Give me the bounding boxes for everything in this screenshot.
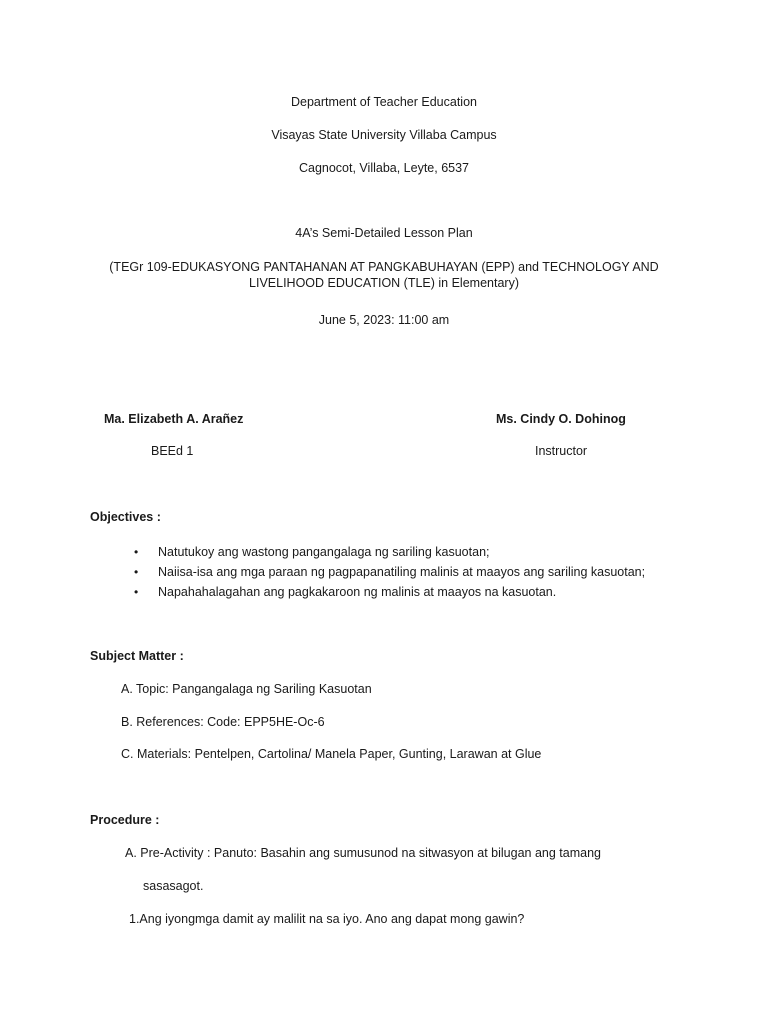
question-1: 1.Ang iyongmga damit ay malilit na sa iyo. Ano ang dapat mong gawin? (129, 912, 525, 926)
university-line: Visayas State University Villaba Campus (271, 128, 497, 142)
materials-line: C. Materials: Pentelpen, Cartolina/ Manela Paper, Gunting, Larawan at Glue (121, 747, 542, 761)
objective-text: Naiisa-isa ang mga paraan ng pagpapanatiling malinis at maayos ang sariling kasuotan; (158, 565, 646, 579)
instructor-title: Instructor (535, 444, 588, 458)
address-line: Cagnocot, Villaba, Leyte, 6537 (298, 161, 470, 175)
student-name: Ma. Elizabeth A. Arañez (104, 412, 244, 426)
references-line: B. References: Code: EPP5HE-Oc-6 (121, 715, 325, 729)
pre-activity-line: A. Pre-Activity : Panuto: Basahin ang sumusunod na sitwasyon at bilugan ang tamang (125, 846, 601, 860)
department-line: Department of Teacher Education (291, 95, 477, 109)
student-program: BEEd 1 (151, 444, 194, 458)
plan-title: 4A’s Semi-Detailed Lesson Plan (295, 226, 473, 240)
objectives-list (134, 542, 645, 602)
objective-text: Napahahalagahan ang pagkakaroon ng malinis at maayos na kasuotan. (158, 585, 557, 599)
date-time: June 5, 2023: 11:00 am (318, 313, 450, 327)
bullet-icon: • (134, 545, 139, 559)
course-title: (TEGr 109-EDUKASYONG PANTAHANAN AT PANGKABUHAYAN (EPP) and TECHNOLOGY AND LIVELIHOOD EDUCATION (TLE) in Elementary) (109, 260, 659, 290)
procedure-heading: Procedure : (90, 813, 160, 827)
bullet-icon: • (134, 585, 139, 599)
objective-text: Natutukoy ang wastong pangangalaga ng sariling kasuotan; (158, 545, 490, 559)
topic-line: A. Topic: Pangangalaga ng Sariling Kasuotan (121, 682, 372, 696)
subject-matter-heading: Subject Matter : (90, 649, 184, 663)
bullet-icon: • (134, 565, 139, 579)
pre-activity-continuation: sasasagot. (143, 879, 204, 893)
list-item (134, 562, 645, 582)
list-item (134, 582, 645, 602)
list-item (134, 542, 645, 562)
objectives-heading: Objectives : (90, 510, 161, 524)
instructor-name: Ms. Cindy O. Dohinog (496, 412, 626, 426)
